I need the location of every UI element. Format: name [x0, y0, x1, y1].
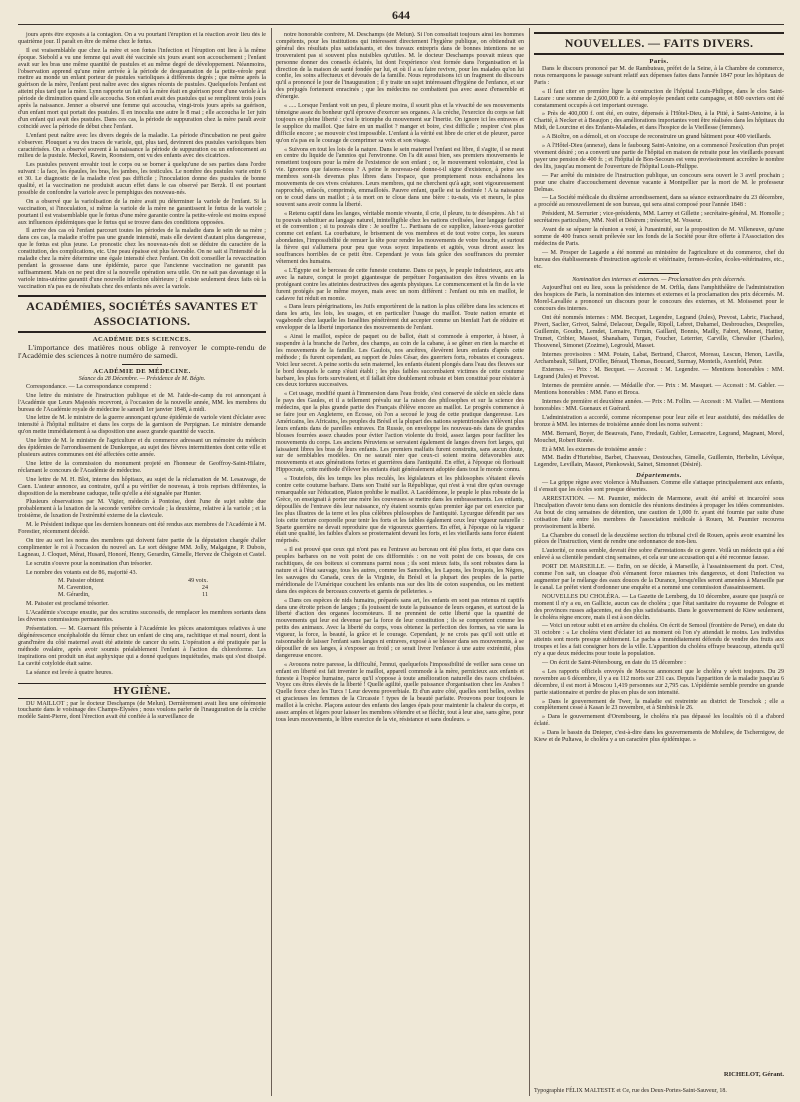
paragraph: Une lettre de la commission du monument projeté en l'honneur de Geoffroy-Saint-Hilaire, réclamant le concours de l'Académie de médecine.: [18, 460, 266, 474]
paragraph: — La grippe règne avec violence à Mulhausen. Comme elle s'attaque principalement aux enfants, il s'ensuit que les écoles sont presque désertes.: [534, 480, 784, 494]
paragraph: — Voici un retour subit et en arrière du choléra. On écrit de Semoul (frontière de Perse), en date du 31 octobre : « Le choléra vient d'éclater ici au moment où l'on s'y attendait le moins. Les individus atteints sont morts presque subitement. Le pacha a immédiatement défendu de vendre des fruits aux troupes et les a fait consigner hors de la ville. L'apparition du choléra effraye beaucoup, attendu qu'il n'y a que deux médecins pour toute la population.: [534, 623, 784, 658]
divider: [122, 364, 162, 365]
paragraph: Externes. — Prix : M. Becquet. — Accessit : M. Legendre. — Mentions honorables : MM. Legrand (Jules) et Prevost.: [534, 367, 784, 381]
paragraph: « Cet usage, modifié quant à l'immersion dans l'eau froide, s'est conservé de siècle en siècle dans le pays des Gaules, et il a tellement prévalu sur la raison des philosophes et sur la science des médecins, que la plus grande partie des Français d'élève encore au maillot. Le progrès commence à se faire jour en Angleterre, en Écosse, où l'on a secoué le joug de cette pratique dangereuse. Les Américains, les Africains, les peuples du Brésil et la plupart des nations septentrionales n'élèvent plus leurs enfants dans de pareilles entraves. En Russie, on enveloppe les nouveau-nés dans de grandes blouses fourrées assez chaudes pour éviter l'action violente du froid, assez larges pour faciliter les mouvements du corps. Les anciens Péruviens se servaient également de langes divers fort larges, qui laissaient libres les bras de leurs enfants. Les premiers malfaits furent construits, sans aucun doute, sur de semblables modèles. On ne saurait nier que ceux-ci soient moins défavorables aux mouvements et aux générations fortes et guerrières dans l'antiquité. En effet, à l'époque où florissait Hippocrate, cette méthode d'élever les enfants était généralement adoptée dans tout le monde connu.: [276, 391, 524, 474]
nomination-title: Nomination des internes et externes. — Proclamation des prix décernés.: [572, 277, 746, 284]
paragraph: L'enfant peut naître avec les divers degrés de la maladie. La période d'incubation ne peut guère s'observer. Plouquet a vu des traces de variole, qui, plus tard, devinrent des pustules varioliques bien caractérisées. On a observé souvent à la naissance la période de suppuration ou un enfoncement au milieu de la pustule. Meckel, Rawin, Roonstern, ont vu des enfants avec des cicatrices.: [18, 132, 266, 160]
paragraph: « L'Égypte est le berceau de cette funeste coutume. Dans ce pays, le peuple industrieux, aux arts avec la nature, conçut le projet gigantesque de perpétuer l'organisation des êtres vivants en la protégeant contre les atteintes destructives des agents physiques. Le commencement et la fin de la vie furent protégés par le même moyen, mais avec un nom différent : l'enfant ou mis en maillot, le cadavre fut réduit en momie.: [276, 267, 524, 302]
article-maillot: [276, 32, 524, 724]
paragraph: Et à MM. les externes de troisième année :: [542, 446, 647, 453]
paragraph: » Dans le bassin du Dnieper, c'est-à-dire dans les gouvernements de Mohilew, de Tschernigow, de Kiew et de Pultawa, le choléra y a un caractère plus épidémique. »: [534, 730, 784, 744]
medecine-proceedings-end: [18, 601, 266, 676]
paragraph: Internes provisoires : MM. Potain, Labat, Bertrand, Charcot, Moreau, Lescun, Henon, Lavilla, Archambault, Silliant, D'Oller, Béraud, Thomas, Boucard, Surmay, Monteils, Axenfeld, Peter.: [534, 351, 784, 365]
paragraph: L'autorité, ce nous semble, devrait être sobre d'arrestations de ce genre. Voilà un médecin qui a été enlevé à sa clientèle pendant cinq semaines, et cela sur une accusation qui a été reconnue fausse.: [534, 548, 784, 562]
column-3: [534, 32, 784, 1096]
paragraph: Présentation. — M. Guersant fils présente à l'Académie les pièces anatomiques relatives à une dégénérescence encéphaloïde du fémur chez un enfant de cinq ans, rachitique et mal nourri, dont la grand'mère du côté maternel avait été atteinte de cancer du sein. L'opération a été pratiquée par la méthode ovalaire, après avoir soumis préalablement l'enfant à l'action du chloroforme. Les inspirations ont produit un état asphyxique qui a donné quelques inquiétudes, mais qui s'est dissipé. La cavité cotyloïde était saine.: [18, 626, 266, 667]
page-number: 644: [392, 8, 410, 22]
paragraph: jours après être exposés à la contagion. On a vu pourtant l'éruption et la réaction avoir lieu dès le quatrième jour. Il paraît en être de même chez le fœtus.: [18, 32, 266, 45]
paragraph: Correspondance. — La correspondance comprend :: [26, 383, 152, 390]
column-1: [18, 32, 266, 1096]
paragraph: notre honorable confrère, M. Deschamps (de Melun). Si l'on consultait toujours ainsi les hommes compétents, pour les institutions qui intéressent directement l'hygiène publique, on obtiendrait en général des résultats plus satisfaisants, et des travaux entrepris dans de bonnes intentions ne se trouveraient pas si souvent plus nuisibles qu'utiles. M. le docteur Deschamps pouvait mieux que personne donner des conseils éclairés, lui dont l'expérience s'est formée dans l'organisation et la direction de la maison de santé fondée par lui, et où il a su faire revivre, pour les malades qu'on lui confie, les soins affectueux et dévoués de la famille. Nous reproduisons ici un fragment du discours qu'il a prononcé le jour de l'inauguration ; il y traite un sujet intéressant d'hygiène de l'enfance, et sur des préjugés fortement enracinés ; que les médecins ne combattent pas avec assez d'ensemble et d'énergie.: [276, 32, 524, 101]
paragraph: Internes de première et deuxième années. — Prix : M. Follin. — Accessit : M. Viallet. — Mentions honorables : MM. Guenaux et Guérard.: [534, 399, 784, 412]
paragraph: Plusieurs observations par M. Vigier, médecin à Pontoise, dont l'une de sujet subite due probablement à la luxation de la seconde vertèbre cervicale ; la deuxième, relative à la variole ; et la troisième, de luxation de l'extrémité externe de la clavicule.: [18, 499, 266, 520]
paragraph: « Dans leurs pérégrinations, les Juifs emportèrent de la nation la plus célèbre dans les sciences et dans les arts, les lois, les usages, et en particulier l'usage du maillot. Toute nation errante et vagabonde chez laquelle les Israélites pénétrèrent dut accepter comme un bienfait l'art de réduire et envelopper de la liberté importance des mouvements de l'enfant.: [276, 304, 524, 332]
paragraph: Dans le discours prononcé par M. de Rambuteau, préfet de la Seine, à la Chambre de commerce, nous remarquons le passage suivant relatif aux dépenses faites dans l'année 1847 pour les hôpitaux de Paris :: [534, 66, 784, 86]
paragraph: La Chambre du conseil de la deuxième section du tribunal civil de Rouen, après avoir examiné les pièces de l'instruction, vient de rendre une ordonnance de non-lieu.: [534, 532, 784, 546]
seance-line: Séance du 28 Décembre. — Présidence de M. Bégin.: [78, 375, 206, 382]
paragraph: On tire au sort les noms des membres qui doivent faire partie de la députation chargée d'aller complimenter le roi à l'occasion du nouvel an. Le sort désigne MM. Jolly, Malgaigne, P. Dubois, Lagneau, J. Cloquet, Mérat, Husard, Honoré, Henry, Gerardin, Gimelle, Hervez de Chégoin et Castel.: [18, 537, 266, 558]
gerant-signature: RICHELOT, Gérant.: [723, 1071, 784, 1078]
paragraph: « Toutefois, dès les temps les plus reculés, les législateurs et les philosophes s'étaient élevés contre cette coutume barbare. Dans son Traité sur la République, qui n'est à vrai dire qu'un ouvrage remarquable sur l'éducation, Platon prohibe le maillot. A Lacédémone, le peuple le plus robuste de la Grèce, on enseignait à porter une mère les couveuses se mettre dans les embrassements. Les enfants, dépouillés de l'entrave dès leur naissance, n'y étaient soumis qu'au premier âge par cet exercice par les plus illustres de la terre et les plus célèbres philosophes de l'antiquité. Lycurgue défendit par ses lois cette torture corporelle pour tenir les forts et les faibles également ceux leur vigueur naturelle : Sparte guerrière ne devait reproduire que de vigoureux guerriers. En effet, à l'époque où la vigueur était une qualité, les faibles d'alors se prosternaient devant les forts, et les vieillards sans force étaient méprisés.: [276, 476, 524, 545]
paragraph: — M. Prosper de Lagarde a été nommé au ministère de l'agriculture et du commerce, chef du bureau des établissements d'instruction agricole et vétérinaire, fermes-écoles, écoles-vétérinaires, etc., etc.: [534, 249, 784, 270]
paragraph: « Les rapports officiels envoyés de Moscou annoncent que le choléra y sévit toujours. Du 29 novembre au 6 décembre, il y a eu 112 morts sur 231 cas. Depuis l'apparition de la maladie jusqu'au 6 décembre, il est mort à Moscou 1,419 personnes sur 2,795 cas. L'épidémie semble prendre un grande partie stationnaire et perdre de plus en plus de son intensité.: [534, 668, 784, 696]
subheading-departements: Départements.: [636, 472, 682, 480]
medecine-proceedings: [18, 384, 266, 577]
paragraph: ARRESTATION. — M. Paumier, médecin de Marmone, avait été arrêté et incarcéré sous l'inculpation d'avoir tenu dans son domicile des réunions destinées à propager les idées communistes. Au bout de cinq semaines de détention, une caution de 1,000 fr. ayant été fournie par suite d'une cotisation faite entre les membres de l'association médicale à Rouen, M. Paumier recouvra provisoirement la liberté.: [534, 496, 784, 530]
paragraph: » A Bicêtre, on a démoli, et on s'occupe de reconstruire un grand bâtiment pour 400 vieillards.: [542, 134, 772, 141]
paragraph: — Par arrêté du ministre de l'instruction publique, un concours sera ouvert le 3 avril prochain ; pour une chaire d'accouchement devenue vacante à Montpellier par la mort de M. le professeur Delmas.: [534, 172, 784, 193]
paragraph: Les pustules peuvent envahir tout le corps ou se borner à quelqu'une de ses parties dans l'ordre suivant : la face, les épaules, les bras, les jambes, les testicules. Le nombre des pustules varie entre 6 et 30. Le diagnostic de la maladie n'est pas difficile ; l'inoculation donne des pustules de bonne qualité, et la vaccination ne produisit aucun effet dans le cas observé par Berzk. Il est pourtant possible de confondre la variole avec le pemphigus des nouveau-nés.: [18, 162, 266, 196]
column-separator: [529, 28, 530, 1096]
paragraph: Il est vraisemblable que chez la mère et son fœtus l'infection et l'éruption ont lieu à la même époque. Siebold a vu une femme qui avait été vaccinée six jours avant son accouchement ; l'enfant avait sur les bras une même quantité de pustules et au même degré de développement. Néanmoins, l'observation apprend qu'une mère arrivée à la période de desquamation de la petite-vérole peut mettre au monde un enfant porteur de pustules varioliques à différents degrés ; que même après la guérison de la mère, l'enfant peut naître avec des signes récents de pustules. Quelquefois l'enfant est atteint plus tard que la mère. Lynn rapporte un fait où la mère était en guérison pour d'une variole à la période de diminution quand elle accoucha. Son enfant avait des pustules qui se remplirent trois jours après la naissance. Jenner a observé une femme qui accoucha, vingt-trois jours après sa guérison, d'un enfant mort qui portait des pustules. Il en inoculta une autre le 8 mai ; elle accoucha le 1er juin d'un enfant qui avait des pustules. Dans ces cas, la période de suppuration chez la mère paraît avoir coïncidé avec la période de début chez l'enfant.: [18, 47, 266, 130]
academie-sciences-title: ACADÉMIE DES SCIENCES.: [92, 335, 192, 343]
column-separator: [271, 28, 272, 1096]
paragraph: « Il faut citer en première ligne la construction de l'hôpital Louis-Philippe, dans le clos Saint-Lazare : une somme de 2,600,000 fr. a été employée pendant cette campagne, et 800 ouvriers ont été constamment occupés à cet important ouvrage.: [534, 88, 784, 109]
paragraph: On a observé que la variolisation de la mère avait pu déterminer la variole de l'enfant. Si la vaccination, si l'inoculation, si même la variole de la mère ne garantissent le fœtus de la variole ; pourtant il est vraisemblable que le fœtus d'une mère garantie contre la petite-vérole est moins exposé aux influences épidémiques que le fœtus qui se trouve dans des conditions opposées.: [18, 198, 266, 226]
paragraph: « Dans ces espèces de nids humains, préparés sans art, les enfants en sont pas retenus ni captifs dans une étroite prison de langes ; ils jouissent de toute la puissance de leurs organes, et surtout de la liberté d'action des organes locomoteurs. Il ne prennent de cette liberté que la quantité de mouvements qui leur est devenue par la force de leur constitution ; ils se comportent comme les petits des animaux. Avec la liberté du corps, vous obtenez la perfection des formes, sa vie sans la vigueur, la force, la beauté, la grâce et le courage. Cependant, je ne crois pas qu'il soit utile et raisonnable de laisser l'enfant sans langes ni entraves, exposé à se blesser dans ses mouvements, à se dépouiller de ses langes, à s'exposer au froid ; ce serait livrer l'enfance à une autre extrémité, plus dangereuse encore.: [276, 597, 524, 659]
paragraph: — On écrit de Saint-Pétersbourg, en date du 15 décembre :: [542, 659, 686, 666]
section-heading-nouvelles: NOUVELLES. — FAITS DIVERS.: [534, 32, 784, 55]
academie-sciences-text: L'importance des matières nous oblige à renvoyer le compte-rendu de l'Académie des sciences à notre numéro de samedi.: [18, 342, 266, 361]
paragraph: M. Paissier est proclamé trésorier.: [26, 601, 109, 608]
news-paris: [534, 66, 784, 270]
paragraph: MM. Bernard, Boyer, de Beauvais, Fano, Fredault, Gubler, Lemacetre, Legrand, Magnant, Morel, Mouchet, Robert Ronée.: [534, 430, 784, 444]
vote-row: M. Paissier obtient 49 voix.: [58, 578, 208, 585]
column-2: [276, 32, 524, 1096]
paragraph: Le nombre des votants est de 86, majorité 43.: [26, 569, 138, 576]
paragraph: PORT DE MARSEILLE. — Enfin, on se décide, à Marseille, à l'assainissement du port. C'est, comme l'on sait, un cloaque d'où s'émanent force miasmes très dangereux, et dont l'infection va augmenter par le mélange des eaux douces de la Durance, lorsqu'elles seront amenées à Marseille par le canal. Le préfet vient d'ordonner une enquête et a nommé une commission d'assainissement.: [534, 564, 784, 591]
paragraph: Président, M. Serrurier ; vice-présidents, MM. Larrey et Gillette ; secrétaire-général, M. Homolle ; secrétaires particuliers, MM. Noël et Déstrem ; trésorier, M. Vosseur.: [534, 211, 784, 225]
paragraph: » Près de 400,000 f. ont été, en outre, dépensés à l'Hôtel-Dieu, à la Pitié, à Saint-Antoine, à la Charité, à Necker et à Beaujon ; des améliorations importantes vont être réalisées dans les hôpitaux du Midi, de Lourcine et des Enfants-Malades, et dans l'hospice de la Vieillesse (femmes).: [534, 111, 784, 132]
vote-row: M. Cavention, 24: [58, 585, 208, 592]
paragraph: » A l'Hôtel-Dieu (annexe), dans le faubourg Saint-Antoine, on a commencé l'exécution d'un projet vivement désiré ; on a converti une partie de l'hôpital en maison de retraite pour les vieillards pouvant payer une pension de 400 fr. ; et l'hôpital de Bon-Secours est venu provisoirement accroître le nombre des lits, jusqu'au moment de l'ouverture de l'hôpital Louis-Philippe.: [534, 143, 784, 170]
vote-row: M. Gérardin, 11: [58, 592, 208, 599]
academie-medecine-title: ACADÉMIE DE MÉDECINE.: [93, 367, 191, 375]
paragraph: MM. Badin d'Hurtebise, Barbet, Chauveau, Destouches, Gimelle, Guillemin, Herbelin, Lévêque, Legendre, Levillain, Massot, Pienkowski, Sainet, Simonnet (Désiré).: [534, 455, 784, 469]
paragraph: Ont été nommés internes : MM. Becquet, Legendre, Legrand (Jules), Prevost, Labric, Fiachaud, Pivert, Saclier, Grivot, Salmé, Delacour, Degalle, Ripoll, Lebret, Duhamel, Desbrouches, Desprelles, Guillemin, Goudin, Lemdet, Lemaire, Firmin, Gaillard, Bonnis, Mailly, Fabret, Mesnet, Hattier, Trumet, Cribier, Massot, Shanaham, Turgan, Foucher, Leterrier, Carville, Chevalier (Charles), Thouvenel, Simonet (Zozime), Legrould, Masset.: [534, 315, 784, 349]
paragraph: Aujourd'hui ont eu lieu, sous la présidence de M. Orfila, dans l'amphithéâtre de l'administration des hospices de Paris, la nomination des internes et externes et la proclamation des prix décernés. M. Morel-Lavallée a prononcé un discours pour le concours des externes, et M. Moissenet pour le concours des internes.: [534, 285, 784, 313]
paragraph: L'Académie s'occupe ensuite, par des scrutins successifs, de remplacer les membres sortants dans les diverses commissions permanentes.: [18, 610, 266, 624]
paragraph: Une lettre de M. le ministre de la guerre annonçant qu'une épidémie de variole vient d'éclater avec intensité à l'hôpital militaire et dans les corps de la garnison de Perpignan. Le ministre demande qu'on mette immédiatement à sa disposition une assez grande quantité de vaccin.: [18, 415, 266, 436]
paragraph: Une lettre de M. H. Blot, interne des hôpitaux, au sujet de la réclamation de M. Lesauvage, de Caen. L'auteur annonce, au contraire, qu'il a pu vérifier de nouveau, à trois reprises différentes, la disposition de la membrane caduque, telle qu'elle a été signalée par Hunter.: [18, 476, 266, 497]
vote-results: [58, 578, 266, 599]
paragraph: « ..... Lorsque l'enfant voit un peu, il pleure moins, il sourit plus et la vivacité de ses mouvements témoigne assez du bonheur qu'il éprouve d'exercer ses organes. A la crèche, l'exercice du corps se fait toujours en pleine liberté : c'est le triomphe du mouvement sur l'inertie. On ignore ici les entraves et le supplice du maillot. Que faire en un maillot ? manger et boire, c'est difficile ; respirer c'est plus difficile encore ; se mouvoir c'est impossible. L'enfant à la vérité est libre de crier et de pleurer, parce qu'on n'a pas eu le courage de comprimer sa voix et son visage.: [276, 103, 524, 144]
paragraph: « Suivons en tout les lois de la nature. Dans le sein maternel l'enfant est libre, il s'agite, il se meut en centre du liquide de l'amnios qui l'environne. On l'a dit aussi bien, ses premiers mouvements le remettent toujours pour la mère de l'existence de son enfant ; or, le mouvement volontaire, c'est la vie. Ignorons que faisons-nous ? A peine le nouveau-né donne-t-il signe d'existence, à peine ses membres sont-ils devenus plus libres dans l'espace, que promptement nous enchaînons les mouvements de ces vives créatures. Leurs membres, qui ne cherchent qu'à agir, sont vigoureusement rapprochés, enlacés, comprimés, emmaillotés. Pauvre enfant, quelle est ta destinée ! A ta naissance on te coud dans un maillot ; à ta mort on te cloue dans une bière : tu-nais, vis et meurs, le plus souvent sans avoir connu la liberté.: [276, 146, 524, 208]
paragraph: « Avouons notre paresse, la difficulté, l'ennui, quelquefois l'impossibilité de veiller sans cesse un enfant en liberté est fait inventer le maillot, appareil commode à la mère, pernicieux aux enfants et funeste à l'espèce humaine, parce qu'il s'oppose à toute amélioration naturelle des races civilisées. Voyez ces êtres élevés de la liberté ! Quelle agilité, quelle puissance d'organisation chez les Arabes ! Quelle force chez les Turcs ! Leur devenu proverbiale. Et d'un autre côté, quelles sont belles, sveltes et gracieuses les femmes de la Circassie ! types de la beauté parfaite. Prouvons pour toujours le maillot à la crèche. Plaçons autour des enfants des langes épais pour maintenir la chaleur du corps, et assez amples et légers pour laisser les membres s'étendre et se fléchir, tout à leur aise, sans gêne, pour tous leurs mouvements, le libre exercice de la vie, résistance et sans douleurs. »: [276, 661, 524, 723]
paragraph: Une lettre de M. le ministre de l'agriculture et du commerce adressant un mémoire du médecin des épidémies de l'arrondissement de Dunkerque, au sujet des fièvres intermittentes dont cette ville et plusieurs autres communes ont été affectées cette année.: [18, 438, 266, 458]
paragraph: » Dans le gouvernement de Twer, la maladie est restreinte au district de Torschok ; elle a complètement cessé à Kasan le 23 novembre, et à Simbirsk le 26.: [534, 698, 784, 712]
article-variole: [18, 32, 266, 291]
paragraph: « Il est prouvé que ceux qui n'ont pas eu l'entrave au berceau ont été plus forts, et que dans ces peuples barbares on ne voit point de ces difformités : on ne voit point de ces bossus, de ces rachitiques, de ces boiteux si communs parmi nous ; ils sont mieux faits, ils sont robustes dans la nature et à l'état sauvage, tous les autres, comme les Samoïdes, les Lapons, les Iroquois, les Nègres, les sauvages du Canada, ceux de la Virginie, du Brésil et la plupart des peuples de la partie méridionale de l'Amérique couchent les enfants nus sur des lits de coton suspendus, ou les mettent dans des espèces de berceaux couverts et garnis de pelleteries. »: [276, 547, 524, 595]
paragraph: » Dans le gouvernement d'Orembourg, le choléra n'a pas dépassé les localités où il a d'abord éclaté.: [534, 714, 784, 728]
printer-line: Typographie FÉLIX MALTESTE et Ce, rue des Deux-Portes-Saint-Sauveur, 18.: [534, 1088, 727, 1094]
header-rule: [18, 24, 784, 25]
section-heading-hygiene: HYGIÈNE.: [18, 683, 266, 699]
paragraph: M. le Président indique que les derniers honneurs ont été rendus aux membres de l'Académie à M. Forestier, récemment décédé.: [18, 522, 266, 536]
paragraph: Une lettre du ministre de l'instruction publique et de M. l'aide-de-camp du roi annonçant à l'Académie que Leurs Majestés recevront, à l'occasion de la nouvelle année, MM. les membres du bureau de l'Académie royale de médecine le samedi 1er janvier 1848, à midi.: [18, 392, 266, 413]
news-departements: [534, 480, 784, 744]
news-nominations: [534, 285, 784, 469]
paragraph: L'administration a accordé, comme récompense pour leur zèle et leur assiduité, des médailles de bronze à MM. les internes de troisième année dont les noms suivent :: [534, 414, 784, 428]
paragraph: — La Société médicale du dixième arrondissement, dans sa séance extraordinaire du 23 décembre, a procédé au renouvellement de son bureau, qui sera ainsi composé pour l'année 1848 :: [534, 195, 784, 209]
paragraph: Il arrive des cas où l'enfant parcourt toutes les périodes de la maladie dans le sein de sa mère ; dans ces cas, la maladie n'offre pas une grande intensité, mais elle devient d'autant plus dangereuse, que le fœtus est plus jeune. Le pronostic chez les nouveau-nés doit se déduire du caractère de la constitution, des complications, etc. Une peau épaisse est plus favorable. On ne sait si l'intensité de la maladie chez la mère détermine une égale intensité chez l'enfant. On doit conseiller la revaccination pendant la grossesse dans une épidémie, parce que l'ancienne vaccination ne garantit pas suffisamment. Mais on ne peut dire si la nouvelle opération sera utile. On ne sait pas davantage si la variole intra-utérine garantit d'une nouvelle infection ultérieure ; il existe seulement deux faits où la vaccination n'a pas eu de résultats chez des enfants nés avec la variole.: [18, 228, 266, 290]
paragraph: Le scrutin s'ouvre pour la nomination d'un trésorier.: [26, 560, 153, 567]
paragraph: Internes de première année. — Médaille d'or. — Prix : M. Masquet. — Accessit : M. Gabler. — Mentions honorables : MM. Fano et Broca.: [534, 383, 784, 397]
divider: [639, 273, 679, 274]
paragraph: Avant de se séparer la réunion a voté, à l'unanimité, sur la proposition de M. Villeneuve, qu'une somme de 400 francs serait prélevée sur les fonds de la Société pour être offerte à l'Association des médecins de Paris.: [534, 227, 784, 247]
newspaper-page: [18, 8, 784, 1096]
section-heading-academies: ACADÉMIES, SOCIÉTÉS SAVANTES ET ASSOCIATIONS.: [18, 295, 266, 333]
paragraph: La séance est levée à quatre heures.: [26, 669, 113, 676]
paragraph: NOUVELLES DU CHOLÉRA. — La Gazette de Lemberg, du 10 décembre, assure que jusqu'à ce moment il n'y a eu, en Gallicie, aucun cas de choléra ; que l'état sanitaire du royaume de Pologne et des provinces russes adjacentes, est des plus satisfaisants. Dans le gouvernement de Kiew seulement, le choléra règne encore, mais il est à son déclin.: [534, 593, 784, 621]
paragraph: « Retenu captif dans les langes, véritable momie vivante, il crie, il pleure, tu te désespères. Ah ! si tu pouvais substituer au langage naturel, inintelligible chez les nations civilisées, leur langage facticé et de convention ; si tu pouvais dire : Je souffre !... Partisans de ce supplice, laissez-vous garotter comme cet enfant. La courbature, le brisement de vos membres et de tout votre corps, les sueurs abondantes, l'impossibilité de remuer la tête pour rendre les mouvements de votre bouche, et surtout la fièvre qui s'allumera pour peu que vous soyez impatients et agités, vous diront assez les souffrances horribles de ce petit être. Cependant je vous fais grâce des souffrances du premier vêtement des humains.: [276, 210, 524, 265]
subheading-paris: Paris.: [649, 58, 669, 65]
paragraph: « Ainsi le maillot, espèce de paquet ou de ballot, était si commode à emporter, à hisser, à suspendre à la branche de l'arbre, des champs, au coin de la cabane, à se gêner en rien la marche et les mouvements de la famille. Les Gaulois, nos ancêtres, élevèrent leurs enfants d'après cette méthode ; ils furent cependant, au rapport de Jules César, des guerriers forts, robustes et courageux. Voici leur secret. A peine sortis du sein maternel, les enfants étaient plongés dans l'eau des fleuves sur le bord desquels le camp s'était établi ; les plus faibles succombaient victimes de cette coutume barbare, les plus forts survivaient, et il fallait être doublement robuste et bien constitué pour résister à ces deux tortures successives.: [276, 334, 524, 389]
hygiene-paragraph: DU MAILLOT ; par le docteur Deschamps (de Melun). Dernièrement avait lieu une cérémonie touchante dans le voisinage des Champs-Élysées ; nous voulons parler de l'inauguration de la crèche modèle Saint-Pierre, dont l'érection avait été confiée à la surveillance de: [18, 700, 266, 721]
